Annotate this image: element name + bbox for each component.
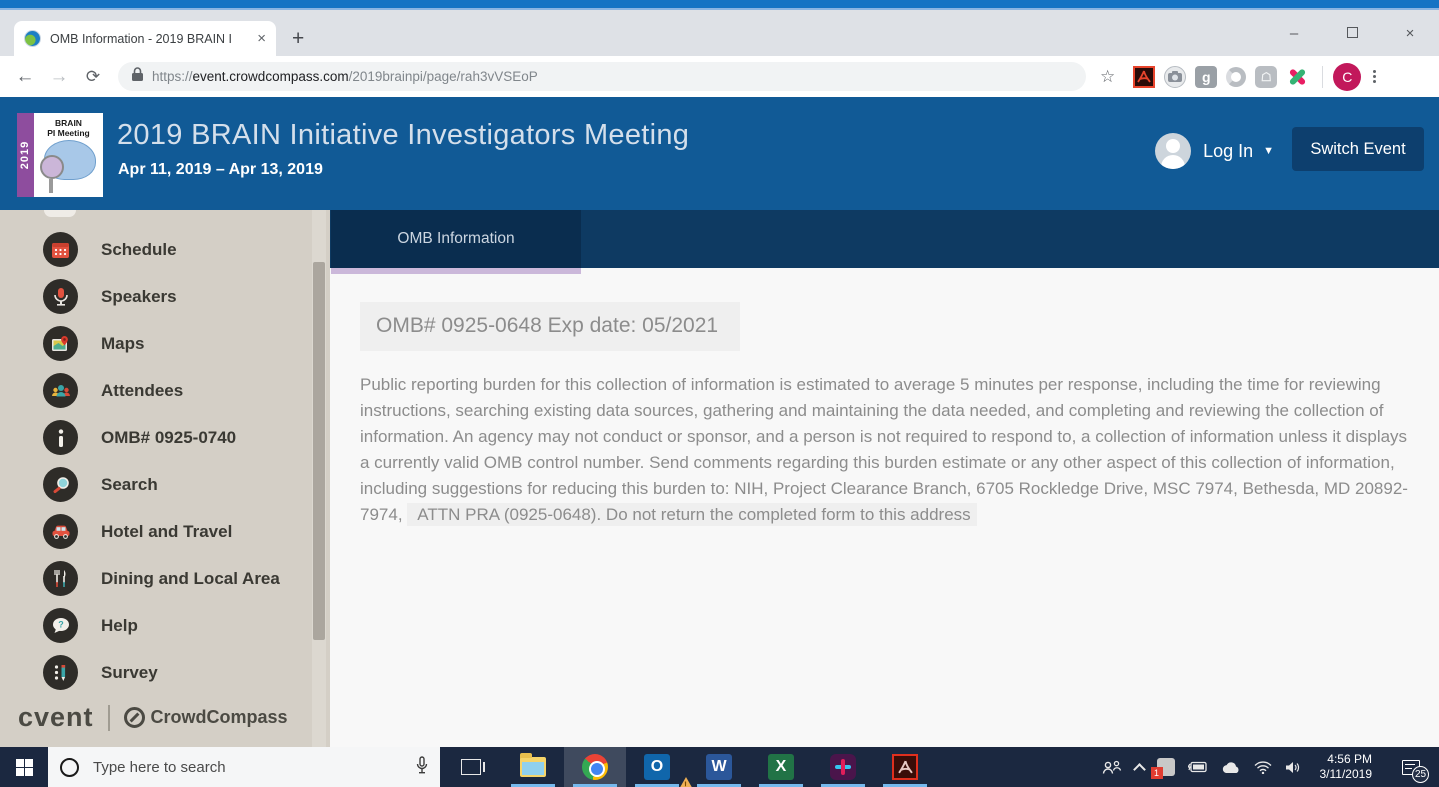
- sidebar-item-schedule[interactable]: [0, 226, 330, 273]
- sidebar-item-omb[interactable]: [0, 414, 330, 461]
- magnifier-lens-graphic: [40, 155, 64, 179]
- svg-text:?: ?: [57, 619, 64, 630]
- footer-divider: [108, 705, 110, 731]
- volume-icon[interactable]: [1285, 761, 1301, 774]
- logo-title: BRAIN PI Meeting: [47, 118, 90, 138]
- page-body: [330, 274, 1439, 747]
- url-text[interactable]: https://event.crowdcompass.com/2019brainpi/page/rah3vVSEoP: [152, 69, 538, 84]
- sidebar-item-label: Maps: [101, 333, 145, 353]
- battery-icon[interactable]: [1188, 761, 1208, 773]
- sidebar-item-label: Schedule: [101, 239, 177, 259]
- sidebar-item-survey[interactable]: [0, 649, 330, 696]
- magnifier-handle-graphic: [49, 179, 53, 193]
- sidebar-item-hotel-travel[interactable]: [0, 508, 330, 555]
- tab-omb-information[interactable]: OMB Information: [331, 210, 581, 268]
- task-view-button[interactable]: [440, 747, 502, 787]
- login-group[interactable]: [1155, 133, 1274, 169]
- sidebar-item-label: Speakers: [101, 286, 177, 306]
- sidebar-footer: [18, 702, 288, 733]
- magnifier-icon: [43, 467, 78, 502]
- crowdcompass-logo-icon: [124, 707, 145, 728]
- window-controls: [1265, 10, 1439, 56]
- help-bubble-icon: [43, 608, 78, 643]
- grammarly-extension-icon[interactable]: g: [1195, 66, 1217, 88]
- system-tray: [1102, 747, 1439, 787]
- cvent-logo: cvent: [18, 702, 94, 732]
- windows-accent-strip: [0, 0, 1439, 10]
- outlook-icon: O: [644, 754, 670, 780]
- chrome-button[interactable]: [564, 747, 626, 787]
- event-header: [0, 97, 1439, 210]
- chevron-up-icon[interactable]: [1135, 761, 1144, 774]
- toolbar-divider: [1322, 66, 1323, 88]
- login-avatar-icon[interactable]: [1155, 133, 1191, 169]
- action-center-button[interactable]: [1391, 747, 1431, 787]
- new-tab-button[interactable]: +: [292, 27, 305, 50]
- address-bar[interactable]: [118, 62, 1086, 91]
- logo-year-strip: 2019: [17, 113, 34, 197]
- fork-knife-icon: [43, 561, 78, 596]
- wifi-icon[interactable]: [1254, 761, 1272, 774]
- page-tab-bar: [330, 210, 1439, 268]
- windows-taskbar: [0, 747, 1439, 787]
- acrobat-extension-icon[interactable]: [1133, 66, 1155, 88]
- task-view-icon: [461, 759, 481, 775]
- acrobat-button[interactable]: [874, 747, 936, 787]
- ring-extension-icon[interactable]: [1226, 67, 1246, 87]
- excel-icon: X: [768, 754, 794, 780]
- sidebar-item-label: Attendees: [101, 380, 184, 400]
- windows-logo-icon: [16, 759, 33, 776]
- browser-tab-title: OMB Information - 2019 BRAIN I: [50, 31, 233, 46]
- word-icon: W: [706, 754, 732, 780]
- calendar-icon: [43, 232, 78, 267]
- partially-visible-icon: [44, 210, 76, 217]
- login-label[interactable]: Log In: [1203, 140, 1254, 161]
- sidebar-scrollbar-thumb[interactable]: [313, 262, 325, 640]
- event-dates: Apr 11, 2019 – Apr 13, 2019: [118, 161, 323, 178]
- excel-button[interactable]: [750, 747, 812, 787]
- map-pin-icon: [43, 326, 78, 361]
- info-icon: [43, 420, 78, 455]
- acrobat-icon: [892, 754, 918, 780]
- sidebar-item-dining[interactable]: [0, 555, 330, 602]
- outlook-button[interactable]: [626, 747, 688, 787]
- outlook-warning-icon: !: [678, 777, 694, 787]
- sidebar-item-label: Survey: [101, 662, 158, 682]
- people-icon[interactable]: [1102, 760, 1122, 775]
- taskbar-clock[interactable]: [1314, 752, 1379, 782]
- omb-body-text: Public reporting burden for this collection of information is estimated to average 5 minutes per response, including the time for reviewing instructions, searching existing data sources, gathering and maintaining the data needed, and completing and reviewing the collection of information. An agency may not conduct or sponsor, and a person is not required to respond to, a collection of information unless it displays a currently valid OMB control number. Send comments regarding this burden estimate or any other aspect of this collection of information, including suggestions for reducing this burden to: NIH, Project Clearance Branch, 6705 Rockledge Drive, MSC 7974, Bethesda, MD 20892-7974,: [360, 375, 1408, 524]
- sidebar-item-attendees[interactable]: [0, 367, 330, 414]
- sidebar-item-maps[interactable]: [0, 320, 330, 367]
- crowdcompass-logo: CrowdCompass: [150, 707, 288, 727]
- file-explorer-button[interactable]: [502, 747, 564, 787]
- switch-event-button[interactable]: Switch Event: [1292, 127, 1424, 171]
- browser-tab-strip: [0, 10, 1439, 56]
- clock-date: 3/11/2019: [1319, 767, 1372, 781]
- camera-extension-icon[interactable]: [1164, 66, 1186, 88]
- omb-heading: OMB# 0925-0648 Exp date: 05/2021: [360, 302, 740, 351]
- lock-icon[interactable]: [132, 67, 143, 86]
- sidebar-item-label: Dining and Local Area: [101, 568, 280, 588]
- sidebar-item-help[interactable]: [0, 602, 330, 649]
- onedrive-cloud-icon[interactable]: [1221, 761, 1241, 774]
- forward-icon[interactable]: →: [49, 65, 69, 87]
- microphone-icon: [43, 279, 78, 314]
- car-icon: [43, 514, 78, 549]
- cortana-icon[interactable]: [60, 758, 79, 777]
- chrome-icon: [582, 754, 608, 780]
- browser-profile-avatar[interactable]: C: [1333, 63, 1361, 91]
- reload-icon[interactable]: ⟳: [85, 66, 101, 86]
- tab-close-icon[interactable]: ×: [257, 30, 266, 47]
- x-extension-icon[interactable]: [1286, 66, 1308, 88]
- sidebar-item-search[interactable]: [0, 461, 330, 508]
- start-button[interactable]: [0, 747, 48, 787]
- taskbar-search-placeholder[interactable]: Type here to search: [93, 758, 226, 776]
- sidebar-item-speakers[interactable]: [0, 273, 330, 320]
- browser-toolbar: [0, 56, 1439, 97]
- bookmark-star-icon[interactable]: ☆: [1100, 66, 1116, 86]
- sidebar-item-label: Help: [101, 615, 138, 635]
- main-content: [330, 210, 1439, 747]
- microphone-icon[interactable]: [416, 756, 428, 779]
- omb-highlighted-text: ATTN PRA (0925-0648). Do not return the completed form to this address: [407, 503, 976, 526]
- browser-tab[interactable]: [14, 21, 276, 56]
- browser-menu-icon[interactable]: [1373, 70, 1376, 83]
- sidebar-item-label: OMB# 0925-0740: [101, 427, 237, 447]
- word-button[interactable]: [688, 747, 750, 787]
- crowdcompass-favicon: [24, 30, 41, 47]
- people-icon: [43, 373, 78, 408]
- event-title: 2019 BRAIN Initiative Investigators Meeting: [117, 119, 690, 151]
- slack-icon: [830, 754, 856, 780]
- clock-time: 4:56 PM: [1327, 752, 1372, 766]
- sidebar-item-label: Hotel and Travel: [101, 521, 233, 541]
- taskbar-apps: [440, 747, 936, 787]
- taskbar-search-box[interactable]: [48, 747, 440, 787]
- sidebar-nav: [0, 210, 330, 747]
- app-badge-count: 1: [1151, 767, 1163, 779]
- sidebar-scrollbar[interactable]: [312, 210, 326, 747]
- slack-button[interactable]: [812, 747, 874, 787]
- shield-extension-icon[interactable]: ☖: [1255, 66, 1277, 88]
- event-logo: [17, 113, 103, 197]
- maximize-button[interactable]: [1323, 25, 1381, 42]
- omb-paragraph: [360, 372, 1408, 528]
- app-badge-icon[interactable]: [1153, 758, 1175, 778]
- sidebar-item-label: Search: [101, 474, 158, 494]
- back-icon[interactable]: ←: [15, 65, 35, 87]
- minimize-button[interactable]: –: [1289, 24, 1299, 42]
- notification-count-badge: 25: [1412, 766, 1429, 783]
- login-caret-icon[interactable]: ▼: [1263, 145, 1274, 157]
- file-explorer-icon: [520, 757, 546, 777]
- close-button[interactable]: ×: [1405, 24, 1415, 42]
- extensions-row: [1133, 66, 1308, 88]
- survey-icon: [43, 655, 78, 690]
